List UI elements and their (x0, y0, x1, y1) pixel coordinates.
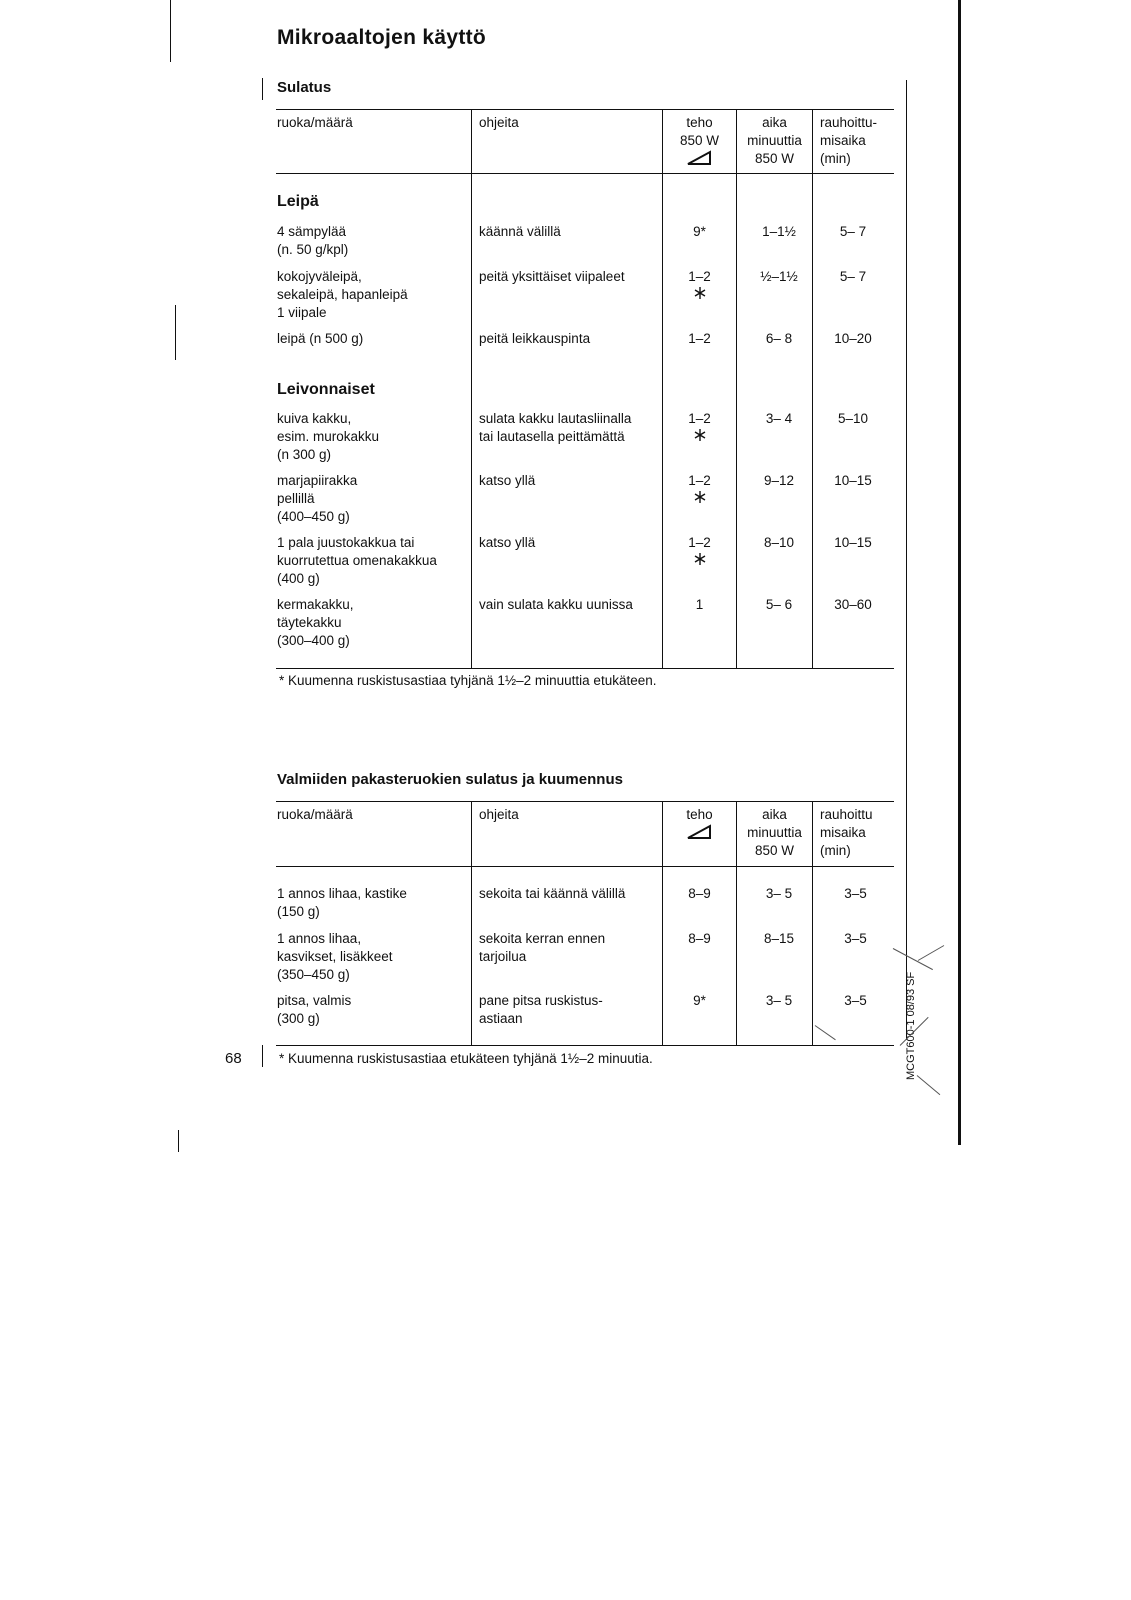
cell-instructions: pane pitsa ruskistus- astiaan (479, 993, 603, 1026)
footnote-thawing: * Kuumenna ruskistusastiaa tyhjänä 1½–2 minuuttia etukäteen. (279, 673, 657, 688)
cell-rest: 5– 7 (839, 269, 867, 284)
cell-time: 6– 8 (765, 331, 793, 346)
crop-mark (918, 945, 944, 961)
cell-time: ½–1½ (760, 269, 798, 284)
cell-food: leipä (n 500 g) (277, 331, 364, 346)
cell-instructions: sulata kakku lautasliinalla tai lautasella peittämättä (479, 411, 632, 444)
page-number: 68 (225, 1050, 242, 1067)
header-instructions: ohjeita (479, 115, 519, 130)
column-divider (662, 109, 663, 668)
header-food: ruoka/määrä (277, 115, 353, 130)
binding-mark-top (170, 0, 171, 62)
cell-instructions: sekoita tai käännä välillä (479, 886, 626, 901)
cell-power: 9* (693, 224, 706, 239)
cell-rest: 10–15 (834, 535, 872, 550)
cell-time: 8–15 (763, 931, 795, 946)
cell-instructions: peitä yksittäiset viipaleet (479, 269, 625, 284)
header-rest: rauhoittu misaika (min) (820, 807, 873, 858)
grill-star-icon (693, 286, 707, 300)
cell-power-value: 1–2 (688, 473, 711, 488)
document-code: MCGT600-1 08/93 SF (905, 971, 917, 1080)
header-power-label: teho (686, 115, 713, 130)
cell-food: pitsa, valmis (300 g) (277, 993, 352, 1026)
microwave-power-icon (686, 150, 714, 166)
section-marker-line (262, 78, 263, 100)
cell-time: 3– 5 (765, 886, 793, 901)
page-number-marker-line (262, 1045, 263, 1067)
group-heading-bread: Leipä (277, 193, 319, 210)
column-divider (736, 109, 737, 668)
grill-star-icon (693, 490, 707, 504)
grill-star-icon (693, 552, 707, 566)
column-divider (471, 801, 472, 1045)
binding-mark-middle (175, 305, 176, 360)
cell-rest: 5–10 (837, 411, 869, 426)
cell-power (663, 410, 736, 442)
cell-power: 1 (695, 597, 704, 612)
table-top-rule (276, 801, 894, 802)
binding-mark-bottom (178, 1130, 179, 1152)
page-edge-line-right (958, 0, 961, 1145)
group-heading-pastries: Leivonnaiset (277, 381, 375, 398)
cell-power (663, 472, 736, 504)
cell-time: 3– 4 (765, 411, 793, 426)
cell-rest: 3–5 (844, 886, 867, 901)
table-bottom-rule (276, 1045, 894, 1046)
cell-power (663, 268, 736, 300)
footnote-frozen: * Kuumenna ruskistusastiaa etukäteen tyhjänä 1½–2 minuutia. (279, 1051, 653, 1066)
cell-power: 8–9 (688, 931, 711, 946)
header-power-watt: 850 W (679, 133, 720, 148)
header-time: aika minuuttia 850 W (747, 115, 802, 166)
right-frame-line (906, 80, 907, 1040)
header-rest: rauhoittu- misaika (min) (820, 115, 878, 166)
table-header-rule (276, 866, 894, 867)
cell-rest: 10–20 (834, 331, 872, 346)
cell-instructions: vain sulata kakku uunissa (479, 597, 633, 612)
header-food: ruoka/määrä (277, 807, 353, 822)
cell-instructions: katso yllä (479, 535, 536, 550)
cell-time: 8–10 (763, 535, 795, 550)
cell-time: 9–12 (763, 473, 795, 488)
cell-power-value: 1–2 (688, 411, 711, 426)
cell-rest: 30–60 (834, 597, 872, 612)
table-bottom-rule (276, 668, 894, 669)
cell-food: kuiva kakku, esim. murokakku (n 300 g) (277, 411, 380, 462)
column-divider (471, 109, 472, 668)
cell-rest: 3–5 (844, 931, 867, 946)
cell-power: 1–2 (688, 331, 711, 346)
table-header-rule (276, 173, 894, 174)
cell-instructions: peitä leikkauspinta (479, 331, 591, 346)
cell-power (663, 534, 736, 566)
grill-star-icon (693, 428, 707, 442)
cell-time: 1–1½ (762, 224, 796, 239)
cell-food: kermakakku, täytekakku (300–400 g) (277, 597, 354, 648)
crop-mark (815, 1025, 836, 1040)
cell-power-value: 1–2 (688, 269, 711, 284)
header-instructions: ohjeita (479, 807, 519, 822)
cell-food: kokojyväleipä, sekaleipä, hapanleipä 1 viipale (277, 269, 408, 320)
cell-instructions: käännä välillä (479, 224, 561, 239)
header-power (663, 806, 736, 840)
cell-power: 8–9 (688, 886, 711, 901)
column-divider (812, 109, 813, 668)
cell-food: marjapiirakka pellillä (400–450 g) (277, 473, 358, 524)
crop-mark (893, 948, 933, 970)
cell-rest: 10–15 (834, 473, 872, 488)
crop-mark (917, 1075, 941, 1095)
cell-time: 3– 5 (765, 993, 793, 1008)
microwave-power-icon (686, 824, 714, 840)
cell-time: 5– 6 (765, 597, 793, 612)
cell-food: 4 sämpylää (n. 50 g/kpl) (277, 224, 349, 257)
section-title-frozen-meals: Valmiiden pakasteruokien sulatus ja kuumennus (277, 771, 623, 788)
cell-food: 1 pala juustokakkua tai kuorrutettua omenakakkua (400 g) (277, 535, 437, 586)
cell-instructions: sekoita kerran ennen tarjoilua (479, 931, 606, 964)
cell-power-value: 1–2 (688, 535, 711, 550)
table-top-rule (276, 109, 894, 110)
cell-instructions: katso yllä (479, 473, 536, 488)
section-title-sulatus: Sulatus (277, 79, 332, 96)
cell-power: 9* (693, 993, 706, 1008)
cell-rest: 3–5 (844, 993, 867, 1008)
cell-food: 1 annos lihaa, kasvikset, lisäkkeet (350–450 g) (277, 931, 393, 982)
header-power (663, 114, 736, 166)
page-title: Mikroaaltojen käyttö (277, 26, 487, 49)
cell-rest: 5– 7 (839, 224, 867, 239)
cell-food: 1 annos lihaa, kastike (150 g) (277, 886, 407, 919)
header-time: aika minuuttia 850 W (747, 807, 802, 858)
header-power-label: teho (686, 807, 713, 822)
